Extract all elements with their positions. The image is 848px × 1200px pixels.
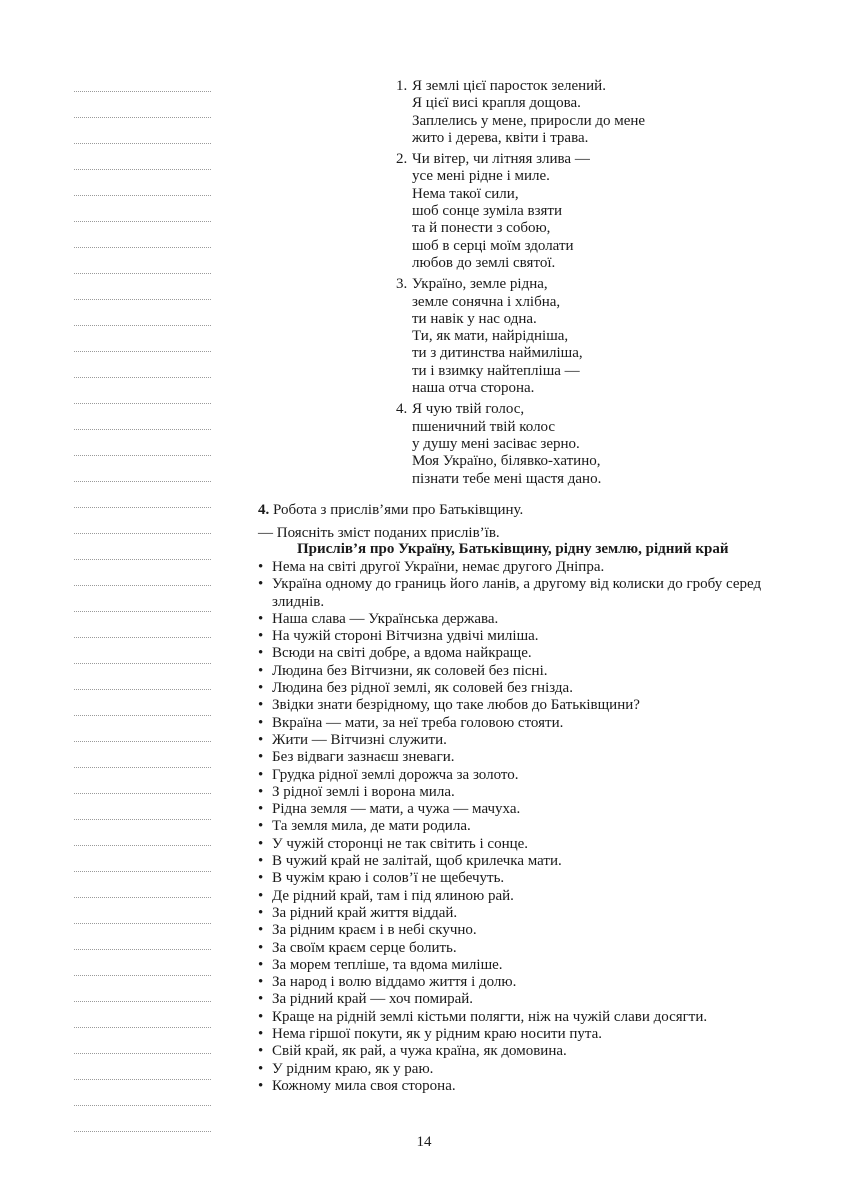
poem-line: ти навік у нас одна.: [412, 310, 537, 327]
poem-line: наша отча сторона.: [412, 380, 535, 397]
margin-line: [74, 66, 211, 92]
poem-line: Заплелись у мене, приросли до мене: [412, 112, 646, 129]
poem-line: Нема такої сили,: [412, 185, 519, 202]
proverb-text: Де рідний край, там і під ялиною рай.: [272, 887, 514, 904]
margin-line: [74, 794, 211, 820]
bullet-icon: •: [258, 731, 264, 748]
poem-line: ти і взимку найтепліша —: [412, 362, 580, 379]
poem: [396, 151, 716, 272]
proverb-item: [258, 974, 778, 991]
poem-number: 4.: [396, 401, 408, 418]
margin-line: [74, 638, 211, 664]
proverb-text: Наша слава — Українська держава.: [272, 610, 499, 627]
proverb-item: [258, 957, 778, 974]
proverb-item: [258, 1043, 778, 1060]
proverb-text: Вкраїна — мати, за неї треба головою стояти.: [272, 714, 564, 731]
proverb-item: [258, 801, 778, 818]
margin-line: [74, 664, 211, 690]
proverb-text: Свій край, як рай, а чужа країна, як домовина.: [272, 1043, 567, 1060]
poem-line: жито і дерева, квіти і трава.: [412, 129, 589, 146]
proverb-item: [258, 715, 778, 732]
proverb-item: [258, 888, 778, 905]
poem-line: усе мені рідне і миле.: [412, 168, 550, 185]
margin-line: [74, 612, 211, 638]
proverb-text: В чужім краю і солов’ї не щебечуть.: [272, 870, 505, 887]
poem-lines: [412, 78, 716, 147]
bullet-icon: •: [258, 662, 264, 679]
poem-line: пізнати тебе мені щастя дано.: [412, 470, 602, 487]
poem-line: земле сонячна і хлібна,: [412, 293, 561, 310]
poem: [396, 276, 716, 397]
proverb-item: [258, 1061, 778, 1078]
task-text: Робота з прислів’ями про Батьківщину.: [269, 502, 524, 518]
proverb-item: [258, 697, 778, 714]
bullet-icon: •: [258, 818, 264, 835]
bullet-icon: •: [258, 904, 264, 921]
bullet-icon: •: [258, 628, 264, 645]
proverb-item: [258, 940, 778, 957]
proverb-item: [258, 732, 778, 749]
poem-lines: [412, 401, 716, 487]
margin-line: [74, 690, 211, 716]
proverb-item: [258, 749, 778, 766]
proverbs-list: [258, 559, 778, 1095]
bullet-icon: •: [258, 991, 264, 1008]
margin-line: [74, 924, 211, 950]
proverb-item: [258, 767, 778, 784]
proverb-text: За своїм краєм серце болить.: [272, 939, 457, 956]
margin-line: [74, 170, 211, 196]
bullet-icon: •: [258, 887, 264, 904]
margin-line: [74, 1080, 211, 1106]
margin-line: [74, 586, 211, 612]
poem-line: та й понести з собою,: [412, 220, 551, 237]
margin-line: [74, 378, 211, 404]
proverb-text: За морем тепліше, та вдома миліше.: [272, 956, 503, 973]
task-heading: [258, 502, 523, 519]
proverb-item: [258, 628, 778, 645]
poem-lines: [412, 276, 716, 397]
proverb-text: У чужій сторонці не так світить і сонце.: [272, 835, 529, 852]
proverb-item: [258, 1026, 778, 1043]
proverb-text: Грудка рідної землі дорожча за золото.: [272, 766, 519, 783]
margin-line: [74, 846, 211, 872]
margin-line: [74, 560, 211, 586]
margin-line: [74, 1106, 211, 1132]
bullet-icon: •: [258, 1043, 264, 1060]
poem-line: Я землі цієї паросток зелений.: [412, 78, 606, 94]
poem-number: 2.: [396, 151, 408, 168]
proverb-text: Людина без Вітчизни, як соловей без пісні.: [272, 662, 548, 679]
poem-line: Я цієї висі крапля дощова.: [412, 95, 581, 112]
margin-line: [74, 300, 211, 326]
margin-line: [74, 482, 211, 508]
poems-list: [396, 78, 716, 492]
proverb-item: [258, 853, 778, 870]
margin-line: [74, 326, 211, 352]
proverb-text: На чужій стороні Вітчизна удвічі миліша.: [272, 628, 539, 645]
bullet-icon: •: [258, 870, 264, 887]
proverb-item: [258, 784, 778, 801]
bullet-icon: •: [258, 749, 264, 766]
margin-line: [74, 508, 211, 534]
bullet-icon: •: [258, 714, 264, 731]
margin-line: [74, 950, 211, 976]
bullet-icon: •: [258, 576, 264, 593]
poem-number: 1.: [396, 78, 408, 94]
margin-line: [74, 1002, 211, 1028]
proverb-text: Людина без рідної землі, як соловей без гнізда.: [272, 680, 573, 697]
bullet-icon: •: [258, 766, 264, 783]
task-instruction: — Поясніть зміст поданих прислів’їв.: [258, 525, 500, 541]
bullet-icon: •: [258, 680, 264, 697]
proverb-text: За рідний край життя віддай.: [272, 904, 458, 921]
task-number: 4.: [258, 502, 270, 518]
proverb-item: [258, 1009, 778, 1026]
poem-line: шоб в серці моїм здолати: [412, 237, 574, 254]
page-number: 14: [416, 1134, 432, 1150]
margin-line: [74, 1054, 211, 1080]
proverb-item: [258, 645, 778, 662]
proverb-text: У рідним краю, як у раю.: [272, 1060, 434, 1077]
proverb-text: В чужий край не залітай, щоб крилечка мати.: [272, 853, 562, 870]
proverb-item: [258, 991, 778, 1008]
proverb-item: [258, 818, 778, 835]
margin-line: [74, 222, 211, 248]
bullet-icon: •: [258, 922, 264, 939]
proverb-text: Рідна земля — мати, а чужа — мачуха.: [272, 801, 521, 818]
margin-note-lines: [74, 66, 211, 1132]
proverbs-heading: Прислів’я про Україну, Батьківщину, рідну землю, рідний край: [297, 541, 729, 557]
poem-line: пшеничний твій колос: [412, 418, 556, 435]
proverb-item: [258, 870, 778, 887]
poem-line: любов до землі святої.: [412, 254, 556, 271]
proverb-text: Жити — Вітчизні служити.: [272, 731, 447, 748]
margin-line: [74, 430, 211, 456]
poem-lines: [412, 151, 716, 272]
proverb-item: [258, 922, 778, 939]
proverb-item: [258, 559, 778, 576]
bullet-icon: •: [258, 1026, 264, 1043]
poem-line: у душу мені засіває зерно.: [412, 435, 580, 452]
margin-line: [74, 456, 211, 482]
proverb-text: Звідки знати безрідному, що таке любов до Батьківщини?: [272, 697, 640, 714]
bullet-icon: •: [258, 783, 264, 800]
proverb-item: [258, 663, 778, 680]
margin-line: [74, 872, 211, 898]
proverb-item: [258, 905, 778, 922]
margin-line: [74, 118, 211, 144]
poem: [396, 401, 716, 487]
margin-line: [74, 534, 211, 560]
margin-line: [74, 1028, 211, 1054]
proverb-text: За народ і волю віддамо життя і долю.: [272, 974, 517, 991]
proverb-text: Всюди на світі добре, а вдома найкраще.: [272, 645, 532, 662]
bullet-icon: •: [258, 1077, 264, 1094]
margin-line: [74, 768, 211, 794]
proverb-text: Краще на рідній землі кістьми полягти, ніж на чужій слави досягти.: [272, 1008, 708, 1025]
proverb-text: З рідної землі і ворона мила.: [272, 783, 455, 800]
proverb-item: [258, 576, 778, 611]
proverb-item: [258, 1078, 778, 1095]
proverb-text: Україна одному до границь його ланів, а другому від колиски до гробу серед злиднів.: [272, 576, 762, 610]
bullet-icon: •: [258, 1008, 264, 1025]
margin-line: [74, 820, 211, 846]
margin-line: [74, 144, 211, 170]
proverb-text: Нема на світі другої України, немає другого Дніпра.: [272, 559, 605, 575]
proverb-item: [258, 836, 778, 853]
margin-line: [74, 976, 211, 1002]
margin-line: [74, 248, 211, 274]
proverb-text: За рідний край — хоч помирай.: [272, 991, 474, 1008]
proverb-text: За рідним краєм і в небі скучно.: [272, 922, 477, 939]
margin-line: [74, 716, 211, 742]
proverb-item: [258, 611, 778, 628]
bullet-icon: •: [258, 853, 264, 870]
poem-line: ти з дитинства наймиліша,: [412, 345, 583, 362]
proverb-text: Та земля мила, де мати родила.: [272, 818, 471, 835]
poem-line: шоб сонце зуміла взяти: [412, 203, 563, 220]
proverb-text: Без відваги зазнаєш зневаги.: [272, 749, 455, 766]
bullet-icon: •: [258, 956, 264, 973]
bullet-icon: •: [258, 610, 264, 627]
bullet-icon: •: [258, 645, 264, 662]
poem: [396, 78, 716, 147]
margin-line: [74, 404, 211, 430]
margin-line: [74, 898, 211, 924]
margin-line: [74, 196, 211, 222]
margin-line: [74, 742, 211, 768]
proverb-text: Нема гіршої покути, як у рідним краю носити пута.: [272, 1026, 603, 1043]
poem-line: Україно, земле рідна,: [412, 276, 548, 293]
poem-line: Я чую твій голос,: [412, 401, 525, 418]
poem-number: 3.: [396, 276, 408, 293]
proverb-item: [258, 680, 778, 697]
bullet-icon: •: [258, 559, 264, 575]
bullet-icon: •: [258, 697, 264, 714]
margin-line: [74, 92, 211, 118]
bullet-icon: •: [258, 1060, 264, 1077]
poem-line: Моя Україно, білявко-хатино,: [412, 453, 601, 470]
margin-line: [74, 274, 211, 300]
proverb-text: Кожному мила своя сторона.: [272, 1077, 456, 1094]
bullet-icon: •: [258, 801, 264, 818]
bullet-icon: •: [258, 974, 264, 991]
bullet-icon: •: [258, 939, 264, 956]
bullet-icon: •: [258, 835, 264, 852]
poem-line: Ти, як мати, найрідніша,: [412, 328, 569, 345]
poem-line: Чи вітер, чи літняя злива —: [412, 151, 590, 168]
margin-line: [74, 352, 211, 378]
